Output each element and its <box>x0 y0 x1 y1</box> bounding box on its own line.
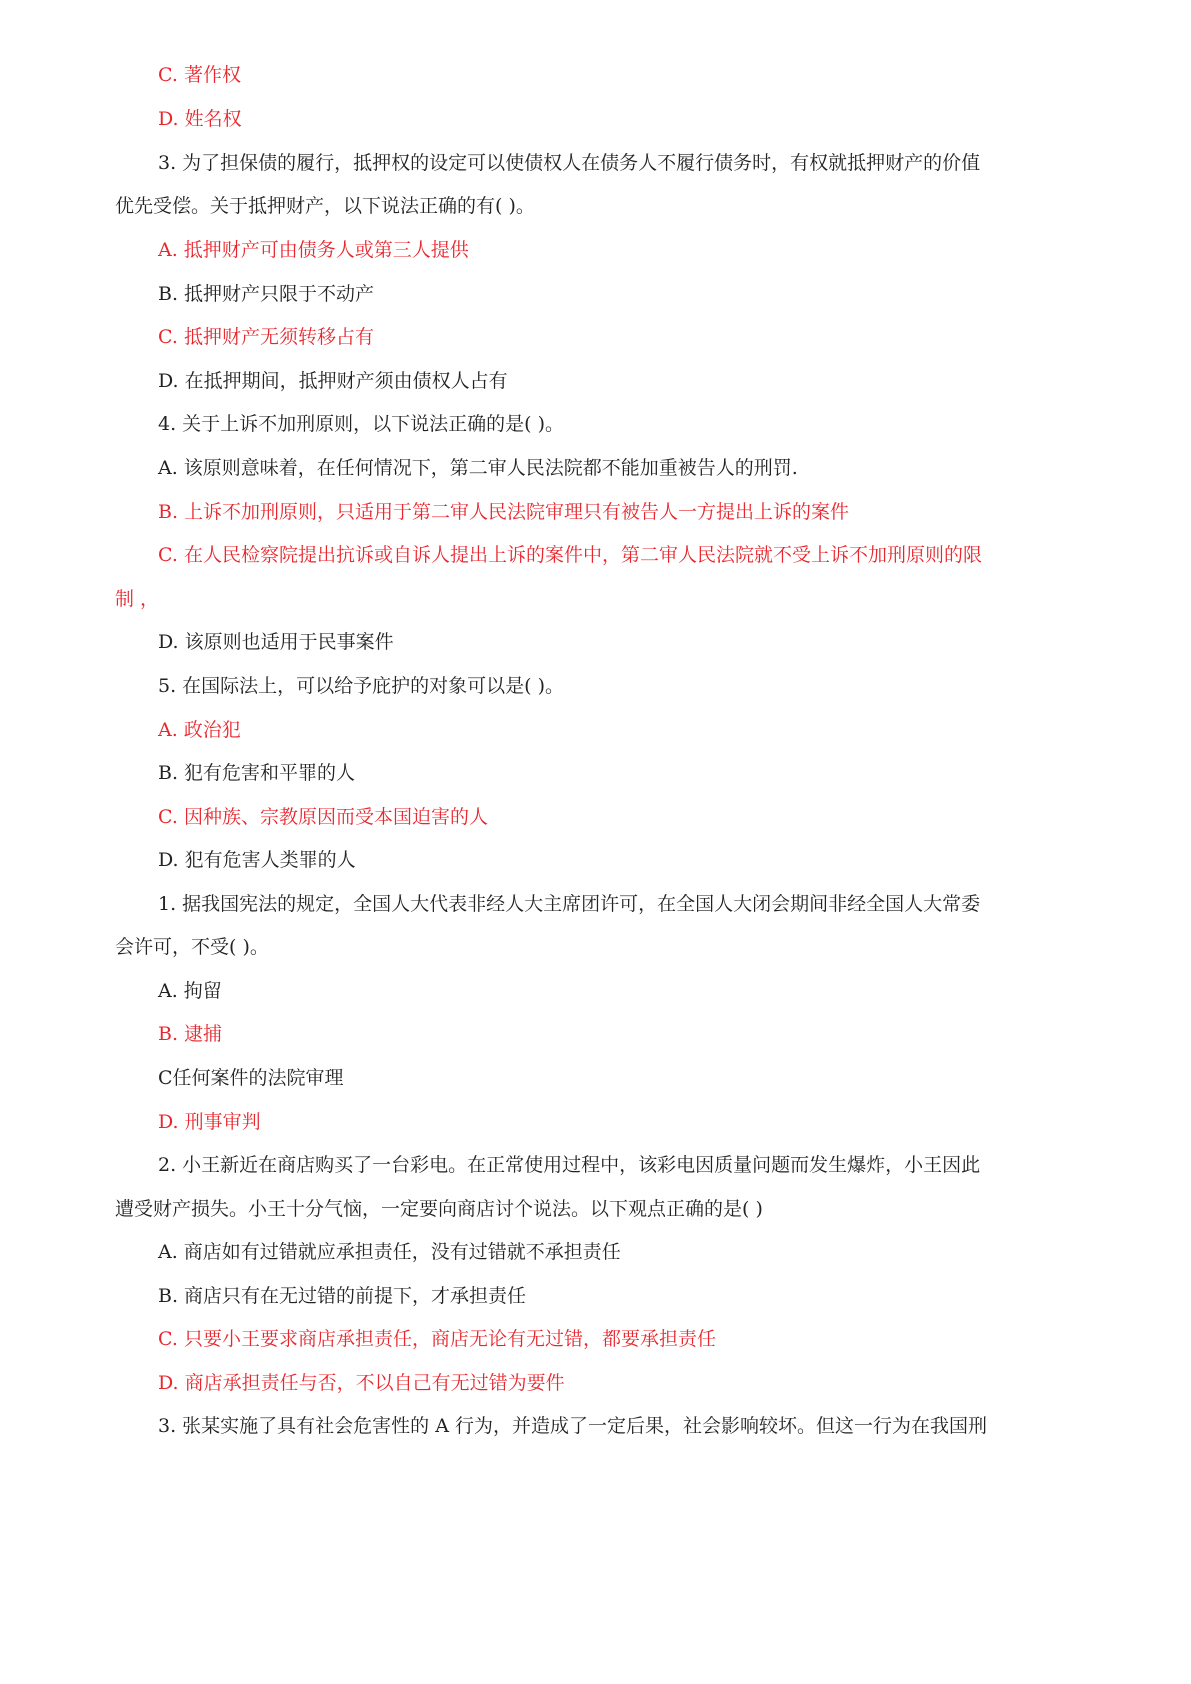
option-d: D. 该原则也适用于民事案件 <box>158 631 394 653</box>
option-b-answer: B. 逮捕 <box>158 1023 223 1045</box>
option-a-answer: A. 政治犯 <box>158 719 241 741</box>
question-3-stem-cont: 优先受偿。关于抵押财产，以下说法正确的有( )。 <box>115 195 535 217</box>
question-1-stem: 1. 据我国宪法的规定，全国人大代表非经人大主席团许可，在全国人大闭会期间非经全国人大常委 <box>158 893 981 915</box>
option-a: A. 该原则意味着，在任何情况下，第二审人民法院都不能加重被告人的刑罚. <box>158 457 798 479</box>
option-c-answer: C. 因种族、宗教原因而受本国迫害的人 <box>158 806 488 828</box>
option-b-answer: B. 上诉不加刑原则，只适用于第二审人民法院审理只有被告人一方提出上诉的案件 <box>158 501 850 523</box>
option-c-answer-cont: 制 ， <box>115 588 160 610</box>
option-c-answer: C. 抵押财产无须转移占有 <box>158 326 374 348</box>
question-3b-stem: 3. 张某实施了具有社会危害性的 A 行为，并造成了一定后果，社会影响较坏。但这一行为在我国刑 <box>158 1415 987 1437</box>
option-d-answer: D. 刑事审判 <box>158 1111 261 1133</box>
question-4-stem: 4. 关于上诉不加刑原则，以下说法正确的是( )。 <box>158 413 565 435</box>
option-c-answer: C. 在人民检察院提出抗诉或自诉人提出上诉的案件中，第二审人民法院就不受上诉不加刑原则的限 <box>158 544 982 566</box>
option-b: B. 商店只有在无过错的前提下，才承担责任 <box>158 1285 527 1307</box>
option-b: B. 犯有危害和平罪的人 <box>158 762 356 784</box>
option-d: D. 在抵押期间，抵押财产须由债权人占有 <box>158 370 508 392</box>
option-a-answer: A. 抵押财产可由债务人或第三人提供 <box>158 239 469 261</box>
option-a: A. 商店如有过错就应承担责任，没有过错就不承担责任 <box>158 1241 621 1263</box>
option-d-answer: D. 商店承担责任与否，不以自己有无过错为要件 <box>158 1372 565 1394</box>
option-c-answer: C. 著作权 <box>158 64 241 86</box>
question-3-stem: 3. 为了担保债的履行，抵押权的设定可以使债权人在债务人不履行债务时，有权就抵押财产的价值 <box>158 152 981 174</box>
question-2-stem-cont: 遭受财产损失。小王十分气恼，一定要向商店讨个说法。以下观点正确的是( ) <box>115 1198 763 1220</box>
question-1-stem-cont: 会许可，不受( )。 <box>115 936 269 958</box>
option-d-answer: D. 姓名权 <box>158 108 242 130</box>
question-5-stem: 5. 在国际法上，可以给予庇护的对象可以是( )。 <box>158 675 565 697</box>
option-d: D. 犯有危害人类罪的人 <box>158 849 356 871</box>
option-c: C任何案件的法院审理 <box>158 1067 344 1089</box>
option-b: B. 抵押财产只限于不动产 <box>158 283 375 305</box>
question-2-stem: 2. 小王新近在商店购买了一台彩电。在正常使用过程中，该彩电因质量问题而发生爆炸，小王因此 <box>158 1154 981 1176</box>
option-c-answer: C. 只要小王要求商店承担责任，商店无论有无过错，都要承担责任 <box>158 1328 716 1350</box>
option-a: A. 拘留 <box>158 980 222 1002</box>
